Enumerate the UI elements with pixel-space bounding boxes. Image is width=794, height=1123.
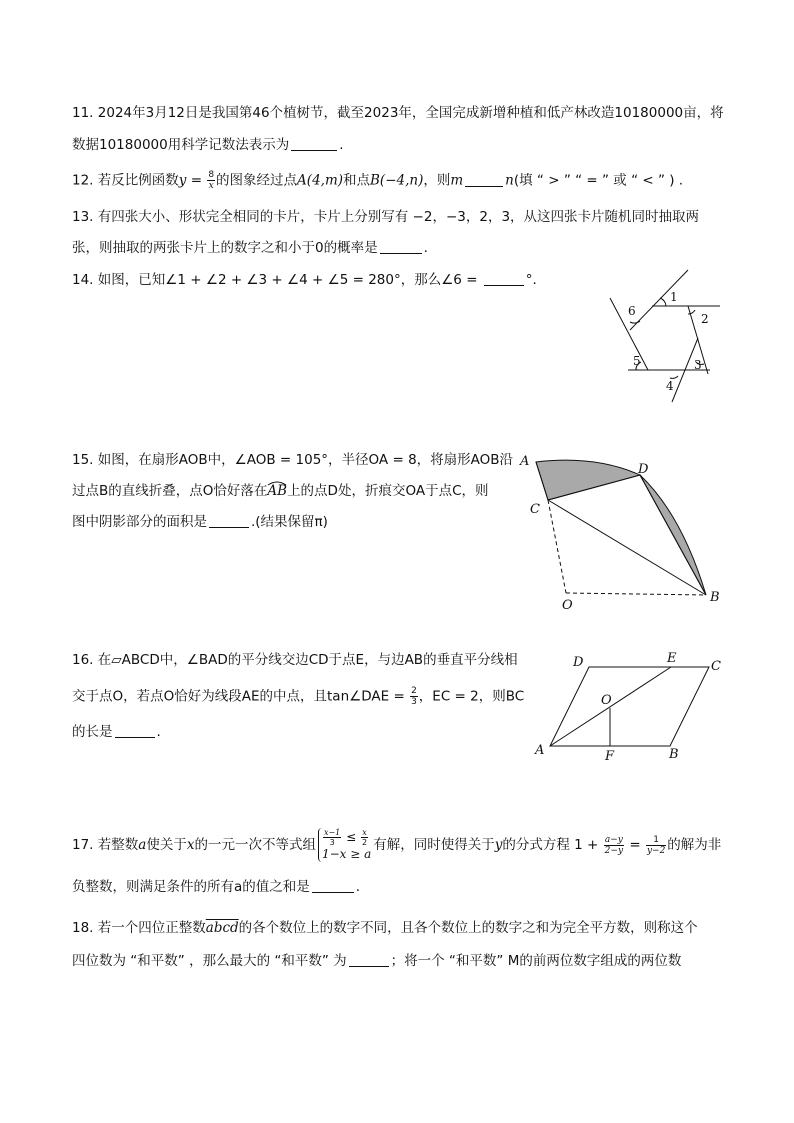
q16-text: ，EC = 2，则BC (418, 688, 525, 705)
math-var: m (450, 172, 464, 189)
numerator: x−1 (323, 828, 341, 837)
label-a: A (535, 743, 545, 758)
q12-text: (填 “ > ” “ = ” 或 “ < ” ) . (513, 172, 684, 189)
q17-text: 有解，同时使得关于 (373, 837, 495, 853)
four-digit-number: abcd (205, 920, 239, 936)
denominator: 3 (329, 838, 335, 847)
label-d: D (573, 655, 584, 670)
math-var: y (494, 837, 503, 853)
q11-line2 (72, 135, 344, 155)
answer-blank[interactable] (484, 271, 524, 286)
label-o: O (562, 598, 573, 613)
q13-line2 (72, 238, 428, 258)
label-f: F (605, 749, 615, 764)
angle-label-2: 2 (701, 312, 709, 326)
math-var: y (178, 172, 187, 189)
q18-text: 的各个数位上的数字不同，且各个数位上的数字之和为完全平方数，则称这个 (238, 920, 698, 936)
fraction (410, 686, 418, 707)
q17-text: 使关于 (146, 837, 187, 853)
label-b: B (710, 590, 720, 605)
math-op: = (186, 172, 207, 189)
answer-blank[interactable] (209, 513, 249, 528)
q15-text: 图中阴影部分的面积是 (72, 514, 207, 530)
numerator: 1 (646, 835, 666, 846)
math-op: ≤ (342, 830, 360, 844)
answer-blank[interactable] (115, 723, 155, 738)
angle-label-3: 3 (694, 358, 702, 372)
segment-ob-dashed (566, 593, 706, 595)
angle-arc-4 (670, 376, 678, 378)
label-o: O (601, 693, 612, 708)
angle-label-1: 1 (670, 290, 678, 304)
q15-end: .(结果保留π) (251, 514, 328, 530)
arc-label: AB (267, 483, 288, 499)
fraction (604, 835, 624, 856)
label-c: C (711, 659, 721, 674)
q12-text: 的图象经过点 (216, 172, 298, 189)
q17-line2 (72, 877, 360, 897)
extended-side (630, 270, 688, 330)
answer-blank[interactable] (291, 136, 337, 151)
q17-end: . (355, 879, 361, 895)
point-b: B(−4,n) (370, 172, 424, 189)
fraction (207, 170, 215, 191)
segment-db (640, 475, 706, 595)
q18-line2 (72, 951, 681, 971)
inequality-1 (322, 828, 371, 847)
shaded-region-1 (536, 460, 640, 500)
q17-text: 负整数，则满足条件的所有a的值之和是 (72, 879, 310, 895)
q16-parallelogram-figure (525, 648, 730, 766)
answer-blank[interactable] (312, 878, 354, 893)
q17-text: 17. 若整数 (72, 837, 139, 853)
angle-label-6: 6 (628, 304, 636, 318)
q18-text: 四位数为 “和平数” ，那么最大的 “和平数” 为 (72, 953, 347, 969)
angle-arc-1 (660, 298, 666, 306)
inequality-system (318, 828, 371, 862)
q12-text: 和点 (343, 172, 371, 189)
q18-line1 (72, 918, 698, 938)
numerator: 2 (411, 686, 417, 696)
q16-text: 的长是 (72, 724, 113, 740)
q11-end: . (339, 137, 344, 153)
fraction (646, 835, 666, 856)
q17-line1 (72, 828, 721, 862)
denominator: 3 (411, 697, 417, 707)
inequality-2: 1−x ≥ a (321, 847, 372, 861)
q18-text: 18. 若一个四位正整数 (72, 920, 206, 936)
fraction (323, 828, 341, 847)
label-e: E (667, 651, 677, 666)
fraction (361, 828, 368, 847)
q17-text: 的解为非 (667, 837, 722, 853)
q16-text: 交于点O，若点O恰好为线段AE的中点，且tan∠DAE = (72, 688, 410, 705)
point-a: A(4,m) (297, 172, 344, 189)
q16-end: . (156, 724, 161, 740)
q17-text: 的分式方程 1 + (502, 837, 603, 853)
answer-blank[interactable] (349, 952, 389, 967)
label-d: D (638, 462, 649, 477)
q12-line (72, 170, 683, 191)
arc-mark-icon (267, 480, 287, 486)
label-c: C (530, 502, 540, 517)
q15-line2 (72, 481, 489, 501)
q17-text: 的一元一次不等式组 (194, 837, 316, 853)
q13-line1: 13. 有四张大小、形状完全相同的卡片，卡片上分别写有 −2，−3，2，3，从这四张卡片随机同时抽取两 (72, 209, 700, 225)
answer-blank[interactable] (380, 239, 422, 254)
q15-text: 上的点D处，折痕交OA于点C，则 (287, 483, 489, 499)
q12-text: 12. 若反比例函数 (72, 172, 179, 189)
q16-line3 (72, 722, 161, 742)
numerator: a−y (604, 834, 623, 845)
math-var: x (186, 837, 195, 853)
q15-line3 (72, 512, 328, 532)
label-b: B (669, 747, 679, 762)
q11-text: 数据10180000用科学记数法表示为 (72, 137, 290, 153)
numerator: x (362, 828, 367, 837)
q14-hexagon-figure (600, 262, 730, 412)
q13-text: 张，则抽取的两张卡片上的数字之和小于0的概率是 (72, 240, 378, 256)
math-op: = (625, 837, 645, 853)
q15-text: 过点B的直线折叠，点O恰好落在 (72, 483, 268, 499)
q15-line1: 15. 如图，在扇形AOB中，∠AOB = 105°，半径OA = 8，将扇形AOB沿 (72, 452, 514, 468)
segment-co-dashed (548, 500, 566, 593)
denominator: 2 (361, 838, 368, 847)
parallelogram-abcd (550, 667, 709, 746)
denominator: x (208, 181, 214, 191)
angle-label-4: 4 (666, 379, 674, 393)
answer-blank[interactable] (465, 172, 503, 187)
angle-label-5: 5 (633, 354, 641, 368)
math-var: n (505, 172, 514, 189)
q14-text: 14. 如图，已知∠1 + ∠2 + ∠3 + ∠4 + ∠5 = 280°，那么∠6 = (72, 272, 482, 288)
q12-text: ，则 (423, 172, 451, 189)
arc-ab (267, 483, 287, 499)
q15-sector-figure (510, 445, 730, 615)
q14-line (72, 270, 537, 290)
q13-end: . (423, 240, 428, 256)
numerator: 8 (208, 170, 215, 180)
denominator: 2−y (604, 845, 624, 856)
denominator: y−2 (646, 845, 666, 856)
q11-line1: 11. 2024年3月12日是我国第46个植树节，截至2023年，全国完成新增种植和低产林改造10180000亩，将 (72, 105, 724, 121)
q16-line1: 16. 在▱ABCD中，∠BAD的平分线交边CD于点E，与边AB的垂直平分线相 (72, 652, 518, 668)
q14-end: °. (525, 272, 537, 288)
q16-line2 (72, 686, 524, 707)
q18-text: ；将一个 “和平数” M的前两位数字组成的两位数 (390, 953, 682, 969)
math-var: a (138, 837, 147, 853)
label-a: A (520, 454, 530, 469)
